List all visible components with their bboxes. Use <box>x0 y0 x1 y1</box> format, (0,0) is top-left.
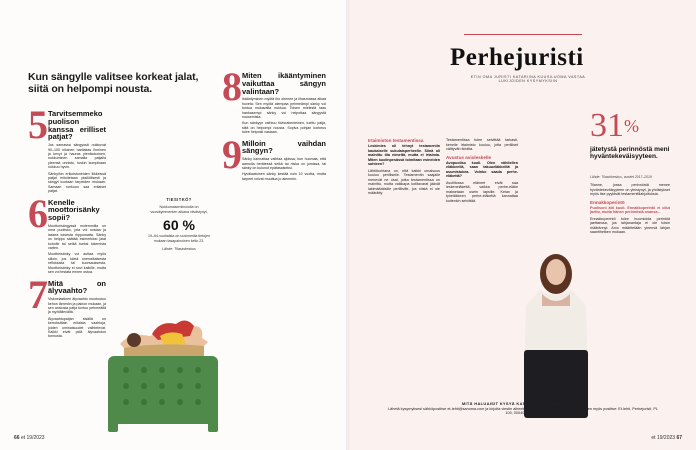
footer-contact-box <box>388 402 658 416</box>
side-box-text: Nukkumasemiinoiulla on vuosikymmenten aikana vilvästynyt, <box>150 205 208 214</box>
expert-answer: Avoliitossa eläneet eivät saa leskeneläkettä, vaikka perhe-eläke maksetaan usein lapsille. Kelan ja työeläkkeen perhe-eläkettä kannattaa kuitenkin selvittää. <box>446 180 518 203</box>
right-column-3 <box>590 183 670 238</box>
item-paragraph: Ikääntyminen myötä iho ohenee ja lihasmassa alkaa huveta. Sen myötä alempaa pehmeämpi sänky voi tuntua mukavalta nukkua. Toisen mielestä taas hankasempi sänky voi helpottaa sängystä nousemista. <box>242 97 326 120</box>
side-box-stat: 60 % <box>163 217 195 234</box>
footer-title: MITÄ HALUAISIT KYSYÄ KATARIINALTA LAKIASIOISTA? <box>461 401 585 406</box>
topic-heading: Ennakkoperintö <box>590 199 625 205</box>
item-heading: Kenelle moottorisänky sopii? <box>48 197 100 223</box>
statistic-value: 31 <box>590 107 624 144</box>
item-number: 8 <box>222 64 242 109</box>
item-heading: Milloin vaihdan sängyn? <box>242 138 326 156</box>
question-item <box>28 102 106 194</box>
footer-text: Lähetä kysymyksesi sähköpostitse et-lehti@sanoma.com ja kirjoita viestin aiheeksi Perhejuristi. Voit lähettää kysymyksen myös postitse: Et-lehti, Perhejuristi, PL 100, 00040 Sanoma. <box>388 406 658 416</box>
left-folio <box>14 435 45 441</box>
side-box-text-2: 19–64-vuotiaista on uusimmilla tietojen mukaan tasapainoinen kello 23. <box>148 234 210 243</box>
statistic-percent: % <box>624 116 639 136</box>
item-heading: Mitä on älyvaahto? <box>48 278 106 296</box>
sleeping-person-illustration <box>120 320 208 358</box>
item-paragraph: Jos samassa sängyssä nukkuvat 90–100 kiloinen hartiakas ihminen ja kevyt ja hauras pienikokoinen, nukkuminen samalla patjalla yleensä onnistu, tuskin kumpikaan nukkuu hyvin. <box>48 143 106 170</box>
item-number: 9 <box>222 131 242 177</box>
topic-heading: Irtaimiston testamentissa <box>368 138 424 143</box>
column-1 <box>28 102 106 344</box>
question-item <box>28 190 106 275</box>
item-paragraph: Sänky kannattaa vaihtaa ajoissa, kun huomaa, että aamulla herätessä selkä tai niska on jumissa, tai sänky on kulunut epätasaiseksi. <box>242 157 326 171</box>
item-paragraph: Sänkyihin erikoistuneiden liikkeissä patjat mitoitetaan yksilöllisesti ja sängyt kootaan tarpeiden mukaan. Samaan runkoon saa erilaiset patjat. <box>48 171 106 194</box>
right-column-2 <box>446 138 518 206</box>
statistic-source: Lähde: Tilastokeskus, vuodet 2017–2019 <box>590 175 652 179</box>
page-number: 66 <box>14 435 20 441</box>
expert-answer: Tilanne, jossa perinnöstä menee hyväntekeväisyyteen on yleistynyt, ja yhdistykset myös itse pyytävät testamenttilahjoituksia. <box>590 183 670 196</box>
question-item <box>222 64 326 135</box>
right-folio <box>651 435 682 441</box>
reader-question: Puolisoni äiti kuoli. Ennakkoperintö ei ollut jaettu, mutta hänen perinnöstä osansa... <box>590 205 670 215</box>
expert-answer: Lähtökohtana on, että kaikki omaisuus kuuluu perilliselle. Testamentin saajalle menevät ne osat, jotka testamentissa on mainittu, mutta vaikkapa kotitavarat jäävät lakimääräisille perillisille, jos niistä ei ole määrätty. <box>368 168 440 196</box>
question-item <box>28 271 106 339</box>
header-rule <box>464 34 582 35</box>
statistic-number <box>590 107 639 144</box>
statistic-text: jätetystä perinnöstä meni hyväntekeväisyyteen. <box>590 146 670 161</box>
bed-illustration <box>100 286 226 434</box>
item-number: 5 <box>28 102 48 147</box>
section-subtitle: ETIN OMA JURISTI KATARIINA KUUSILUOMA VASTAA LUKIJOIDEN KYSYMYKSIIN <box>470 75 586 84</box>
expert-answer: Ennakkoperintö tulee huomioida perintöä jaettaessa, jos lahjanantaja ei ole toisin määrännyt. Arvo määritetään yleensä lahjan saantihetken mukaan. <box>590 216 670 235</box>
section-title: Perhejuristi <box>450 44 584 71</box>
article-title: Kun sängylle valitsee korkeat jalat, siitä on helpompi nousta. <box>28 71 199 95</box>
lawyer-portrait <box>520 246 592 418</box>
page-spine <box>346 0 350 450</box>
item-heading: Tarvitsemmeko puolison kanssa erilliset patjat? <box>48 109 106 142</box>
item-paragraph: Älyvaahtopatjan sisällä on kerroksittain erilaisia vaahtoja, joiden ominaisuudet vaihtelevat. Kaikki eivät pidä älyvaahdon tunnusta. <box>48 316 106 339</box>
item-paragraph: Hyvälaatuinen sänky kestää noin 10 vuotta, mutta tarpeet voivat muuttua jo aiemmin. <box>242 172 326 181</box>
reader-question: Avopuoliso kuoli. Olen vähitellen eläkkeellä, saan takuueläkkeiltä ja asumistukea. Voinko saada perhe-eläkettä? <box>446 160 518 179</box>
item-number: 7 <box>28 271 48 317</box>
expert-answer: Testamentissa tulee selvittää tarkasti, kenelle irtaimisto kuuluu, jotta perilliset välttyvät riidoilta. <box>446 138 518 151</box>
item-paragraph: Moottorisänky voi auttaa myös silloin, jos kärsii unenaikaisesta refluksista tai kuorsauksesta. Moottorisänky ei sovi kaikille, mutta sen voi testata ennen ostoa. <box>48 252 106 275</box>
column-3 <box>222 64 326 186</box>
did-you-know-box <box>146 198 212 251</box>
reader-question: Leskimies oli tehnyt testamentin kaukaiselle sukulaisperheelle. Siinä oli mainittu tila nimeltä, mutta ei irtaimia. Miten kuolinpesässä toimitaan esineiden suhteen? <box>368 144 440 167</box>
item-number: 6 <box>28 190 48 236</box>
question-item <box>222 131 326 182</box>
item-paragraph: Kun sänkyyn vaihtuu tiivisrakenteinen, tuettu patja, siitä on helpompi nousta. Sopiva pohjan korkeus tulee helposti vastaan. <box>242 121 326 135</box>
side-box-source: Lähde: Tilastokeskus <box>162 247 196 252</box>
issue-label: et 19/2023 <box>20 435 45 441</box>
item-heading: Miten ikääntyminen vaikuttaa sängyn valintaan? <box>242 71 326 96</box>
page-number: 67 <box>676 435 682 441</box>
issue-label: et 19/2023 <box>651 435 676 441</box>
item-paragraph: Moottorisängyssä molemmilla on oma puolisko, jota voi nostaa ja laskea toisesta riippumatta. Sänky on helppo säätää esimerkiksi jalat koholle tai selkä tueksi lukemista varten. <box>48 224 106 251</box>
right-column-1 <box>368 138 440 199</box>
side-box-title: TIESITKÖ? <box>166 197 192 202</box>
item-paragraph: Viskoelastinen älyvaahto muotoutuu kehon lämmön ja painon mukaan, ja sen ansiosta patja tuntuu pehmeältä ja myötäilevältä. <box>48 297 106 315</box>
topic-heading: Avustus avioleskelle <box>446 154 492 160</box>
